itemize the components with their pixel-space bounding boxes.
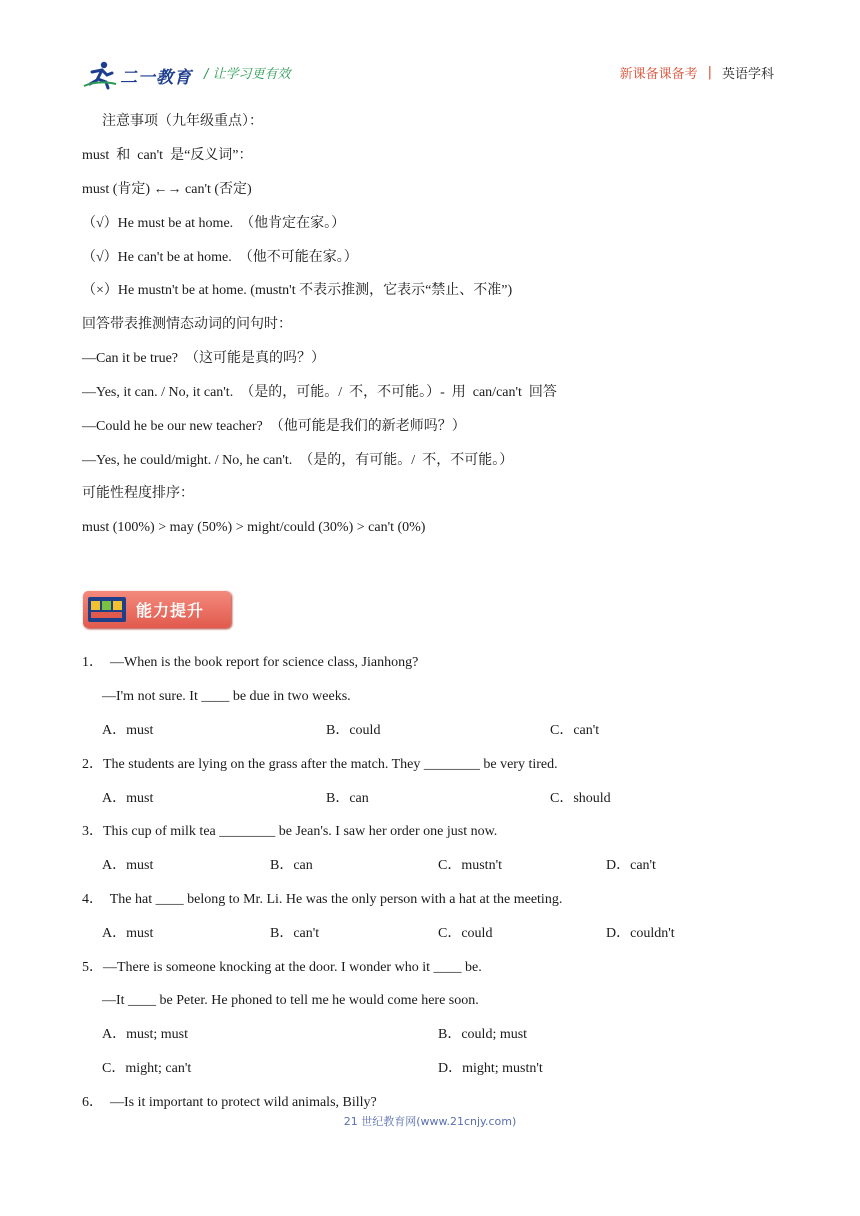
- note-line: （√）He can't be at home. （他不可能在家。）: [82, 250, 358, 265]
- question-5-line2: —It ____ be Peter. He phoned to tell me he would come here soon.: [102, 993, 479, 1008]
- note-line: （√）He must be at home. （他肯定在家。）: [82, 216, 346, 231]
- option-a: A．must: [102, 858, 154, 873]
- option-b: B．could; must: [438, 1027, 528, 1042]
- question-2-stem: 2．The students are lying on the grass after the match. They ________ be very tired.: [82, 757, 558, 772]
- question-6-stem: 6． —Is it important to protect wild animals, Billy?: [82, 1095, 377, 1110]
- option-b: B．can't: [270, 926, 320, 941]
- note-line: must (100%) > may (50%) > might/could (30%) > can't (0%): [82, 520, 426, 535]
- slogan: / 让学习更有效: [204, 67, 291, 82]
- note-line: —Yes, it can. / No, it can't. （是的，可能。/ 不，不可能。）- 用 can/can't 回答: [82, 385, 557, 400]
- question-4-stem: 4． The hat ____ belong to Mr. Li. He was the only person with a hat at the meeting.: [82, 892, 563, 907]
- option-a: A．must: [102, 926, 154, 941]
- option-c: C．could: [438, 926, 493, 941]
- page-header: [82, 58, 774, 92]
- option-d: D．might; mustn't: [438, 1061, 543, 1076]
- option-a: A．must: [102, 723, 154, 738]
- option-c: C．should: [550, 791, 611, 806]
- question-5-stem: 5．—There is someone knocking at the door. I wonder who it ____ be.: [82, 960, 482, 975]
- option-a: A．must: [102, 791, 154, 806]
- note-line: must 和 can't 是“反义词”：: [82, 148, 253, 163]
- logo-text: 二一教育: [120, 67, 192, 88]
- header-tagline: 新课备课备考: [619, 67, 698, 82]
- option-d: D．couldn't: [606, 926, 675, 941]
- logo: [82, 58, 192, 92]
- option-a: A．must; must: [102, 1027, 188, 1042]
- question-1-line2: —I'm not sure. It ____ be due in two weeks.: [102, 689, 351, 704]
- section-title: 能力提升: [136, 601, 205, 620]
- note-line: —Can it be true? （这可能是真的吗？）: [82, 351, 326, 366]
- note-line: must (肯定) ←→ can't (否定): [82, 182, 252, 197]
- note-line: 可能性程度排序：: [82, 486, 194, 501]
- runner-logo-icon: [82, 60, 118, 90]
- option-b: B．could: [326, 723, 381, 738]
- option-d: D．can't: [606, 858, 656, 873]
- header-right: [620, 63, 774, 82]
- people-icon: [88, 597, 126, 622]
- option-c: C．mustn't: [438, 858, 502, 873]
- header-separator: |: [707, 65, 712, 80]
- option-c: C．might; can't: [102, 1061, 192, 1076]
- note-line: —Yes, he could/might. / No, he can't. （是的，有可能。/ 不，不可能。）: [82, 453, 514, 468]
- note-line: 回答带表推测情态动词的问句时：: [82, 317, 292, 332]
- note-line: （×）He mustn't be at home. (mustn't 不表示推测，它表示“禁止、不准”): [82, 283, 513, 298]
- option-b: B．can: [326, 791, 369, 806]
- option-b: B．can: [270, 858, 313, 873]
- question-3-stem: 3．This cup of milk tea ________ be Jean's. I saw her order one just now.: [82, 824, 498, 839]
- question-1-stem: 1． —When is the book report for science class, Jianhong?: [82, 655, 419, 670]
- page-footer: 21 世纪教育网(www.21cnjy.com): [343, 1115, 517, 1128]
- note-line: —Could he be our new teacher? （他可能是我们的新老师吗？）: [82, 419, 466, 434]
- option-c: C．can't: [550, 723, 600, 738]
- note-heading: 注意事项（九年级重点）：: [102, 114, 263, 129]
- section-badge: [83, 591, 231, 628]
- header-subject: 英语学科: [721, 67, 774, 82]
